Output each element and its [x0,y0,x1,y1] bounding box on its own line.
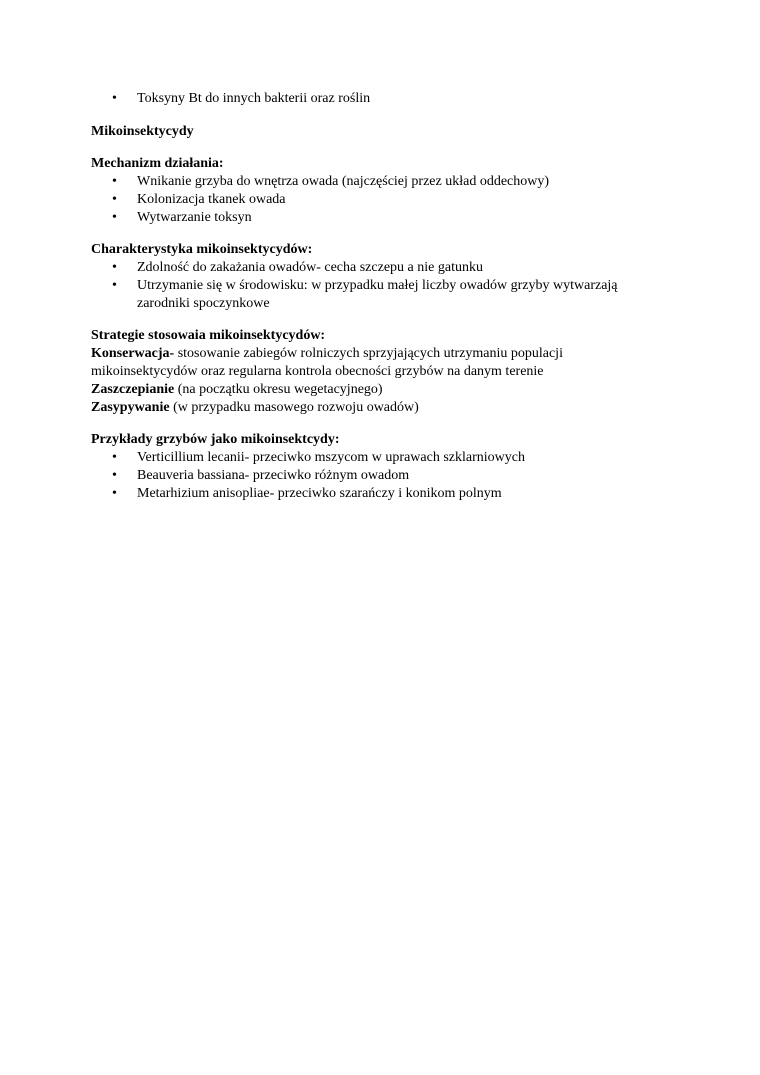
inoculation-text: (na początku okresu wegetacyjnego) [174,382,383,397]
examples-heading: Przykłady grzybów jako mikoinsektcydy: [91,432,340,447]
document-page [91,90,651,503]
spacer [91,141,651,155]
spacer [91,313,651,327]
characteristics-heading: Charakterystyka mikoinsektycydów: [91,242,313,257]
list-item: • Kolonizacja tkanek owada [91,191,651,209]
characteristics-list [91,259,651,313]
mechanism-heading: Mechanizm działania: [91,156,224,171]
inundation-paragraph [91,399,651,417]
list-item: • Verticillium lecanii- przeciwko mszycom w uprawach szklarniowych [91,449,651,467]
mechanism-list [91,173,651,227]
intro-list [91,90,651,108]
conservation-text: stosowanie zabiegów rolniczych sprzyjających utrzymaniu populacji mikoinsektycydów oraz regularna kontrola obecności grzybów na danym terenie [91,346,563,379]
list-item: • Metarhizium anisopliae- przeciwko szarańczy i konikom polnym [91,485,651,503]
spacer [91,417,651,431]
inundation-text: (w przypadku masowego rozwoju owadów) [169,400,419,415]
spacer [91,227,651,241]
list-item: • Toksyny Bt do innych bakterii oraz roślin [91,90,651,108]
inundation-term: Zasypywanie [91,400,170,415]
list-item: • Zdolność do zakażania owadów- cecha szczepu a nie gatunku [91,259,651,277]
list-item: • Utrzymanie się w środowisku: w przypadku małej liczby owadów grzyby wytwarzają zarodniki spoczynkowe [91,277,651,313]
list-item: • Wnikanie grzyba do wnętrza owada (najczęściej przez układ oddechowy) [91,173,651,191]
examples-list [91,449,651,503]
spacer [91,108,651,123]
conservation-term: Konserwacja- [91,346,175,361]
list-item: • Wytwarzanie toksyn [91,209,651,227]
inoculation-paragraph [91,381,651,399]
inoculation-term: Zaszczepianie [91,382,175,397]
strategies-heading: Strategie stosowaia mikoinsektycydów: [91,328,326,343]
conservation-paragraph [91,345,651,381]
section-title: Mikoinsektycydy [91,124,194,139]
list-item: • Beauveria bassiana- przeciwko różnym owadom [91,467,651,485]
